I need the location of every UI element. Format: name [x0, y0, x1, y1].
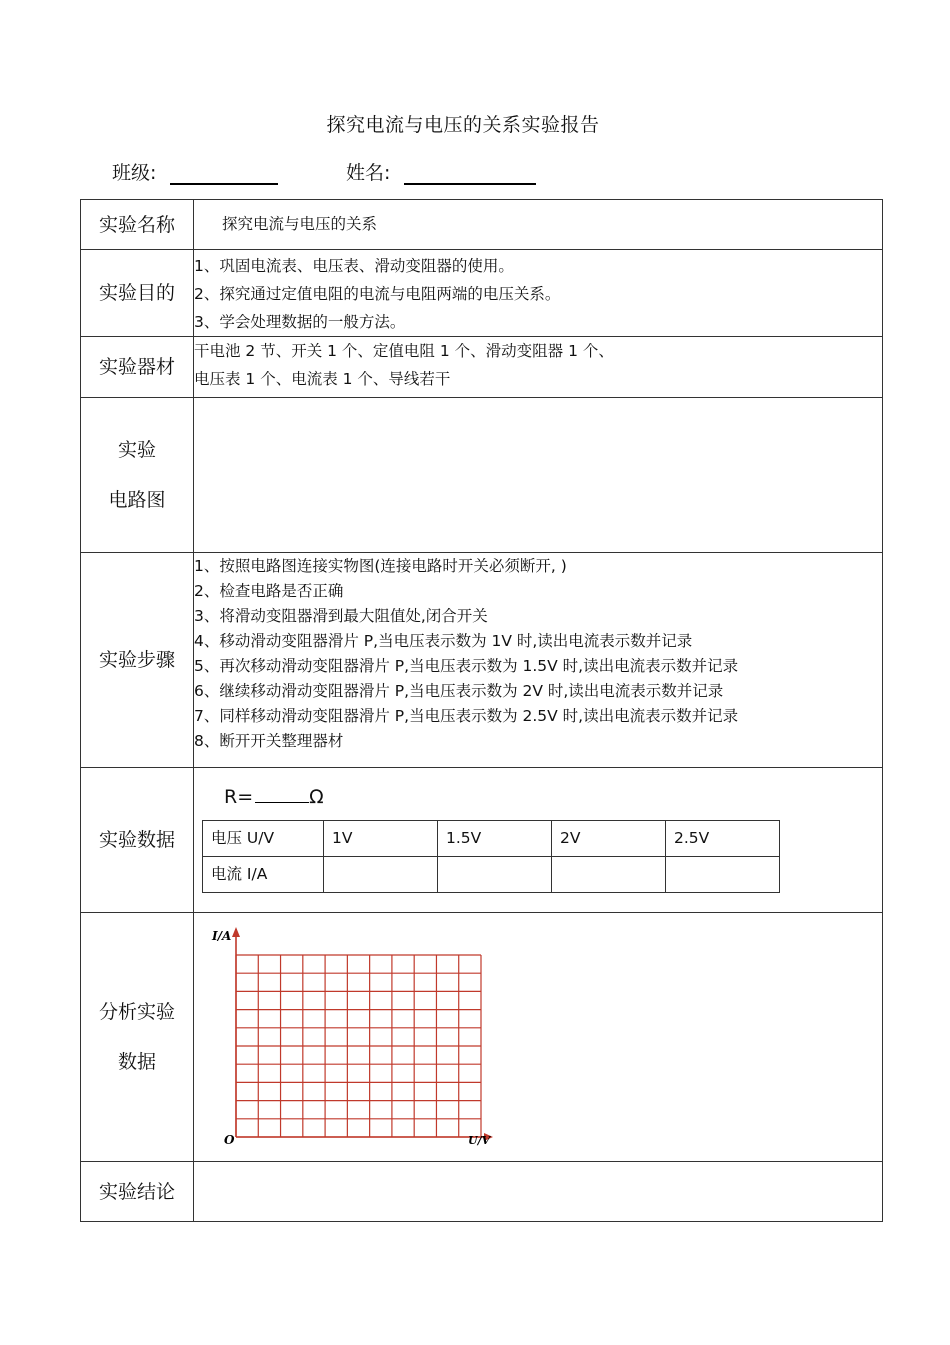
voltage-cell: 1.5V: [438, 821, 552, 857]
label-data: 实验数据: [81, 768, 194, 913]
equipment-content: [194, 337, 883, 398]
conclusion-area[interactable]: [194, 1162, 883, 1222]
current-row: [203, 857, 780, 893]
page-title: 探究电流与电压的关系实验报告: [326, 114, 600, 136]
current-cell[interactable]: [438, 857, 552, 893]
steps-content: [194, 553, 883, 768]
analysis-content: [194, 913, 883, 1162]
label-experiment-name: 实验名称: [81, 200, 194, 250]
row-analysis: [81, 913, 883, 1162]
y-axis-arrow: [232, 927, 240, 937]
class-label: 班级:: [112, 162, 157, 184]
label-circuit-line1: 实验: [117, 439, 156, 461]
iu-graph-grid[interactable]: [194, 913, 494, 1158]
current-cell[interactable]: [552, 857, 666, 893]
y-axis-label: I/A: [212, 929, 232, 943]
row-data: [81, 768, 883, 913]
purpose-content: [194, 250, 883, 337]
label-analysis: [81, 913, 194, 1162]
label-analysis-line2: 数据: [117, 1051, 156, 1073]
label-circuit: [81, 398, 194, 553]
circuit-diagram-area[interactable]: [194, 398, 883, 553]
step-item: 1、按照电路图连接实物图(连接电路时开关必须断开, ): [194, 557, 567, 575]
label-steps: 实验步骤: [81, 553, 194, 768]
resistance-label: R=: [224, 786, 254, 808]
report-table: [80, 199, 883, 1222]
purpose-item: 1、巩固电流表、电压表、滑动变阻器的使用。: [194, 257, 514, 275]
equipment-line: 干电池 2 节、开关 1 个、定值电阻 1 个、滑动变阻器 1 个、: [194, 342, 614, 360]
row-experiment-name: [81, 200, 883, 250]
label-equipment: 实验器材: [81, 337, 194, 398]
voltage-cell: 2V: [552, 821, 666, 857]
purpose-item: 3、学会处理数据的一般方法。: [194, 313, 406, 331]
voltage-cell: 1V: [324, 821, 438, 857]
name-input-line[interactable]: [404, 161, 536, 185]
experiment-name-value: 探究电流与电压的关系: [194, 200, 883, 250]
x-axis-label: U/V: [468, 1134, 491, 1147]
row-equipment: [81, 337, 883, 398]
resistance-input-line[interactable]: [255, 784, 309, 803]
label-purpose: 实验目的: [81, 250, 194, 337]
row-circuit: [81, 398, 883, 553]
step-item: 2、检查电路是否正确: [194, 582, 344, 600]
name-label: 姓名:: [346, 162, 391, 184]
data-table: [202, 820, 780, 893]
resistance-unit: Ω: [309, 786, 324, 808]
grid-lines: [232, 927, 493, 1141]
label-analysis-line1: 分析实验: [98, 1001, 175, 1023]
name-field: [346, 158, 536, 185]
origin-label: O: [224, 1133, 235, 1147]
purpose-item: 2、探究通过定值电阻的电流与电阻两端的电压关系。: [194, 285, 561, 303]
current-cell[interactable]: [324, 857, 438, 893]
voltage-row: [203, 821, 780, 857]
equipment-line: 电压表 1 个、电流表 1 个、导线若干: [194, 370, 451, 388]
class-field: [112, 158, 278, 185]
voltage-cell: 2.5V: [666, 821, 780, 857]
step-item: 4、移动滑动变阻器滑片 P,当电压表示数为 1V 时,读出电流表示数并记录: [194, 632, 693, 650]
current-header: 电流 I/A: [203, 857, 324, 893]
voltage-header: 电压 U/V: [203, 821, 324, 857]
step-item: 6、继续移动滑动变阻器滑片 P,当电压表示数为 2V 时,读出电流表示数并记录: [194, 682, 724, 700]
class-input-line[interactable]: [170, 161, 278, 185]
step-item: 7、同样移动滑动变阻器滑片 P,当电压表示数为 2.5V 时,读出电流表示数并记录: [194, 707, 739, 725]
row-conclusion: [81, 1162, 883, 1222]
step-item: 3、将滑动变阻器滑到最大阻值处,闭合开关: [194, 607, 488, 625]
label-circuit-line2: 电路图: [108, 489, 166, 511]
resistance-line: [224, 784, 882, 810]
step-item: 5、再次移动滑动变阻器滑片 P,当电压表示数为 1.5V 时,读出电流表示数并记录: [194, 657, 739, 675]
data-content: [194, 768, 883, 913]
row-purpose: [81, 250, 883, 337]
current-cell[interactable]: [666, 857, 780, 893]
row-steps: [81, 553, 883, 768]
label-conclusion: 实验结论: [81, 1162, 194, 1222]
step-item: 8、断开开关整理器材: [194, 732, 344, 750]
